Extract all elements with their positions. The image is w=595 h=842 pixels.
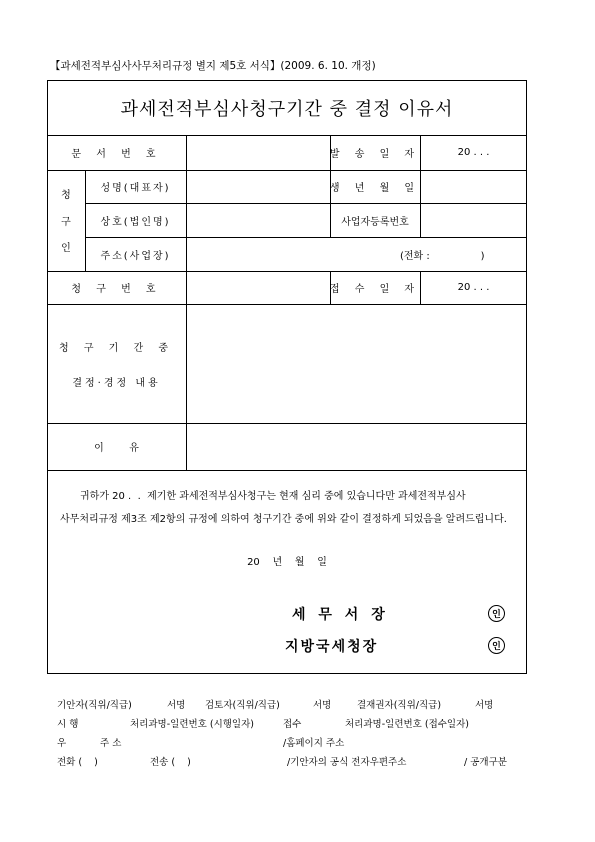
name-field[interactable] [187, 170, 330, 203]
decision-label-line1: 청 구 기 간 중 [58, 342, 174, 354]
footer-receipt-number: 처리과명-일련번호 (접수일자) [345, 719, 469, 730]
claim-number-field[interactable] [187, 271, 330, 304]
footer-disclosure: / 공개구분 [464, 757, 507, 768]
footer-drafter: 기안자(직위/직급) [57, 700, 132, 711]
claimant-label-char: 구 [61, 216, 71, 228]
biz-reg-field[interactable] [420, 203, 527, 237]
send-date-value[interactable]: 20 . . . [457, 147, 490, 158]
doc-number-label: 문 서 번 호 [71, 149, 162, 160]
doc-number-field[interactable] [187, 135, 330, 170]
trade-name-label: 상호(법인명) [100, 216, 171, 228]
footer-approver: 결재권자(직위/직급) [357, 700, 442, 711]
seal-icon: 인 [488, 605, 505, 622]
footer-sign: 서명 [313, 700, 332, 711]
footer-receipt: 접수 [283, 719, 302, 730]
footer-enforcement: 시 행 [57, 719, 79, 730]
footer-address: 주 소 [100, 738, 122, 749]
name-label: 성명(대표자) [100, 183, 171, 194]
form-title: 과세전적부심사청구기간 중 결정 이유서 [120, 99, 454, 120]
footer-enforcement-number: 처리과명-일련번호 (시행일자) [130, 719, 254, 730]
claimant-label-char: 청 [61, 189, 71, 201]
notice-line-1: 귀하가 20 . . 제기한 과세전적부심사청구는 현재 심리 중에 있습니다만 과세전적부심사 [80, 491, 466, 502]
send-date-label: 발 송 일 자 [329, 149, 421, 160]
address-label: 주소(사업장) [100, 250, 171, 262]
receipt-date-value[interactable]: 20 . . . [457, 282, 490, 293]
phone-field[interactable]: (전화 : ) [400, 250, 485, 262]
footer-phone: 전화 ( ) [57, 757, 98, 768]
regional-commissioner: 지방국세청장 [285, 639, 379, 655]
footer-postal: 우 [57, 738, 67, 749]
claimant-label-char: 인 [61, 242, 71, 254]
decision-label-line2: 결정·경정 내용 [72, 377, 161, 389]
claim-number-label: 청 구 번 호 [71, 284, 162, 295]
notice-line-2: 사무처리규정 제3조 제2항의 규정에 의하여 청구기간 중에 위와 같이 결정하게 되었음을 알려드립니다. [60, 514, 507, 525]
decision-content-field[interactable] [187, 305, 527, 423]
footer-sign: 서명 [475, 700, 494, 711]
footer-sign: 서명 [167, 700, 186, 711]
footer-email: /기안자의 공식 전자우편주소 [287, 757, 407, 768]
divider [47, 470, 527, 471]
seal-icon: 인 [488, 637, 505, 654]
footer-fax: 전송 ( ) [150, 757, 191, 768]
birth-date-label: 생 년 월 일 [329, 183, 421, 194]
receipt-date-label: 접 수 일 자 [329, 284, 421, 295]
footer-reviewer: 검토자(직위/직급) [205, 700, 280, 711]
birth-date-field[interactable] [420, 170, 527, 203]
footer-homepage: /홈페이지 주소 [283, 738, 345, 749]
trade-name-field[interactable] [187, 203, 330, 237]
reason-field[interactable] [187, 424, 527, 470]
biz-reg-label: 사업자등록번호 [341, 216, 409, 228]
form-header-note: 【과세전적부심사사무처리규정 별지 제5호 서식】(2009. 6. 10. 개정) [50, 60, 376, 72]
notice-date: 20 년 월 일 [247, 557, 327, 568]
tax-office-chief: 세 무 서 장 [292, 607, 389, 623]
reason-label: 이 유 [94, 443, 139, 454]
